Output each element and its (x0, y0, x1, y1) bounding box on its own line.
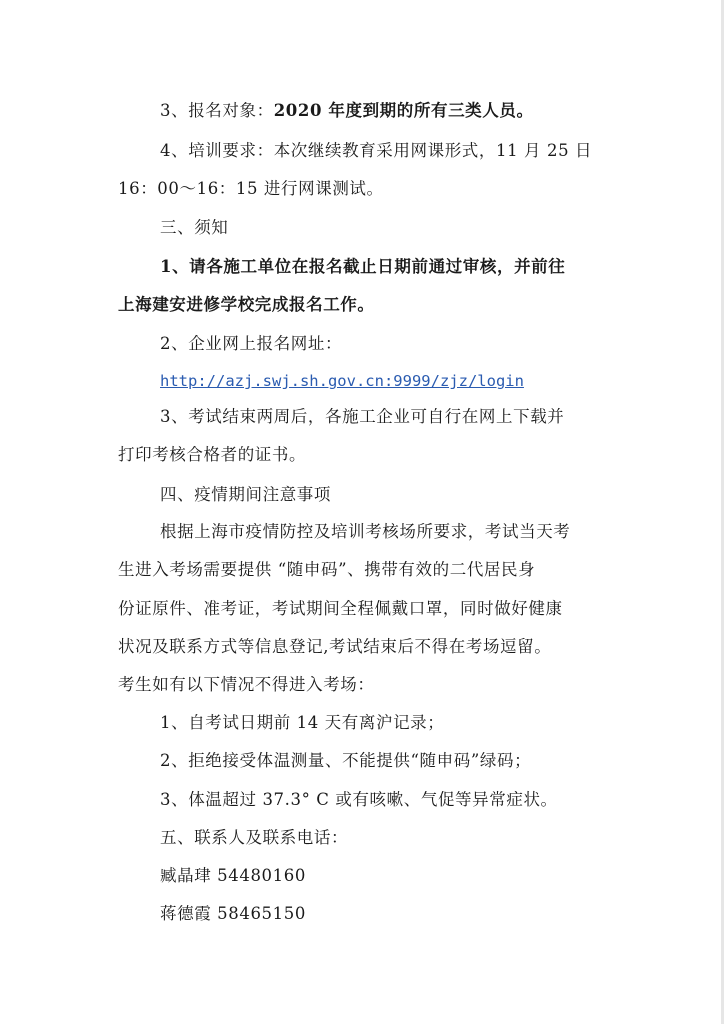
notice-item-3-line-1: 3、考试结束两周后，各施工企业可自行在网上下载并 (160, 407, 565, 426)
contact-person-1: 臧晶珒 54480160 (160, 866, 306, 885)
notice-item-3-line-2: 打印考核合格者的证书。 (118, 445, 307, 464)
epidemic-section-heading: 四、疫情期间注意事项 (160, 485, 331, 504)
registration-url-link[interactable]: http://azj.swj.sh.gov.cn:9999/zjz/login (160, 372, 524, 390)
registration-target-line (160, 100, 534, 122)
notice-section-heading: 三、须知 (160, 218, 229, 237)
training-requirement-line-1: 4、培训要求：本次继续教育采用网课形式，11 月 25 日 (160, 141, 593, 160)
epidemic-item-1: 1、自考试日期前 14 天有离沪记录； (160, 713, 445, 732)
epidemic-paragraph-line-2: 生进入考场需要提供 “随申码”、携带有效的二代居民身 (118, 560, 536, 579)
notice-item-1-line-2: 上海建安进修学校完成报名工作。 (118, 295, 375, 314)
epidemic-item-2: 2、拒绝接受体温测量、不能提供“随申码”绿码； (160, 751, 532, 770)
training-requirement-line-2: 16：00～16：15 进行网课测试。 (118, 179, 384, 198)
epidemic-paragraph-line-4: 状况及联系方式等信息登记,考试结束后不得在考场逗留。 (118, 637, 552, 656)
notice-item-1-line-1: 1、请各施工单位在报名截止日期前通过审核，并前往 (160, 257, 566, 276)
contact-person-2: 蒋德霞 58465150 (160, 904, 306, 923)
epidemic-paragraph-line-3: 份证原件、准考证，考试期间全程佩戴口罩，同时做好健康 (118, 599, 563, 618)
epidemic-paragraph-line-5: 考生如有以下情况不得进入考场： (118, 675, 375, 694)
contact-section-heading: 五、联系人及联系电话： (160, 828, 349, 847)
epidemic-paragraph-line-1: 根据上海市疫情防控及培训考核场所要求，考试当天考 (160, 522, 571, 541)
registration-target-label: 3、报名对象： (160, 101, 274, 120)
epidemic-item-3: 3、体温超过 37.3° C 或有咳嗽、气促等异常症状。 (160, 790, 558, 809)
notice-item-2-line: 2、企业网上报名网址： (160, 334, 343, 353)
registration-target-value: 2020 年度到期的所有三类人员。 (273, 101, 534, 120)
